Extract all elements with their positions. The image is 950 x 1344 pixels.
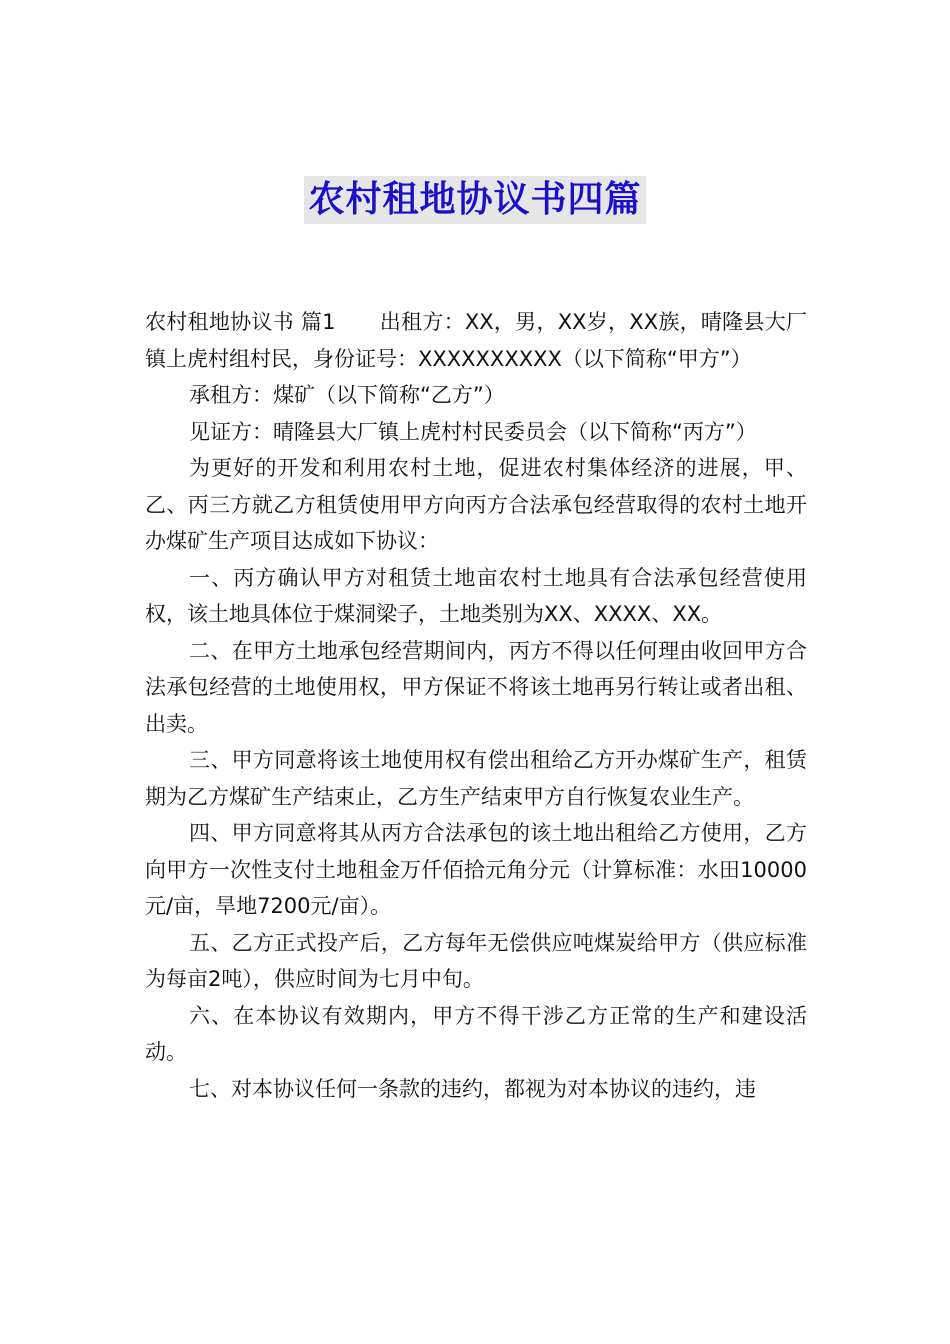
paragraph-preamble: 为更好的开发和利用农村土地，促进农村集体经济的进展，甲、乙、丙三方就乙方租赁使用甲方向丙方合法承包经营取得的农村土地开办煤矿生产项目达成如下协议： [145, 456, 807, 553]
clause-1: 一、丙方确认甲方对租赁土地亩农村土地具有合法承包经营使用权，该土地具体位于煤洞梁子，土地类别为XX、XXXX、XX。 [145, 565, 807, 626]
title-container [0, 176, 950, 224]
document-title: 农村租地协议书四篇 [304, 176, 645, 224]
section-heading-label: 农村租地协议书 篇1 [145, 310, 336, 334]
paragraph-lessor [145, 304, 807, 377]
clause-4: 四、甲方同意将其从丙方合法承包的该土地出租给乙方使用，乙方向甲方一次性支付土地租金万仟佰拾元角分元（计算标准：水田10000元/亩，旱地7200元/亩）。 [145, 821, 807, 918]
clause-2: 二、在甲方土地承包经营期间内，丙方不得以任何理由收回甲方合法承包经营的土地使用权，甲方保证不将该土地再另行转让或者出租、出卖。 [145, 638, 807, 736]
clause-6: 六、在本协议有效期内，甲方不得干涉乙方正常的生产和建设活动。 [145, 1003, 807, 1064]
paragraph-lessor-text: 出租方：XX，男，XX岁，XX族，晴隆县大厂镇上虎村组村民，身份证号：XXXXXXXXXX（以下简称“甲方”） [145, 310, 807, 371]
clause-5: 五、乙方正式投产后，乙方每年无偿供应吨煤炭给甲方（供应标准为每亩2吨），供应时间为七月中旬。 [145, 930, 807, 991]
document-body [145, 304, 807, 1107]
clause-3: 三、甲方同意将该土地使用权有偿出租给乙方开办煤矿生产，租赁期为乙方煤矿生产结束止，乙方生产结束甲方自行恢复农业生产。 [145, 748, 807, 809]
paragraph-lessee: 承租方：煤矿（以下简称“乙方”） [189, 383, 505, 407]
paragraph-witness: 见证方：晴隆县大厂镇上虎村村民委员会（以下简称“丙方”） [189, 419, 757, 444]
clause-7: 七、对本协议任何一条款的违约，都视为对本协议的违约，违 [189, 1076, 756, 1101]
